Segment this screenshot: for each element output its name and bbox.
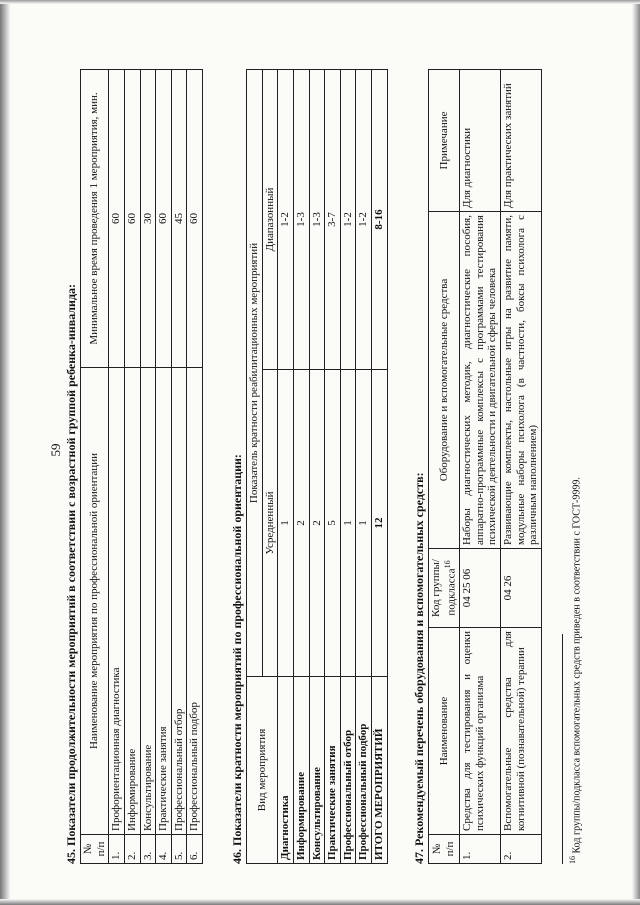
table-row bbox=[293, 70, 309, 864]
table-row bbox=[278, 70, 294, 864]
row-name: Консультирование bbox=[140, 368, 156, 835]
row-range: 1-3 bbox=[309, 70, 325, 370]
row-name: Профессиональный подбор bbox=[187, 368, 203, 835]
table-45-num-header: № п/п bbox=[81, 835, 109, 864]
row-time: 30 bbox=[140, 70, 156, 368]
total-range: 8-16 bbox=[372, 70, 388, 370]
scan-edge-right bbox=[632, 0, 640, 905]
table-row bbox=[356, 70, 372, 864]
scan-edge-top bbox=[0, 0, 640, 4]
row-time: 60 bbox=[109, 70, 125, 368]
row-range: 1-2 bbox=[340, 70, 356, 370]
row-time: 60 bbox=[187, 70, 203, 368]
table-row bbox=[309, 70, 325, 864]
row-avg: 2 bbox=[309, 370, 325, 677]
row-code: 04 25 06 bbox=[459, 549, 500, 628]
table-row bbox=[140, 70, 156, 864]
table-row bbox=[124, 70, 140, 864]
footnote-ref: 16 bbox=[442, 560, 452, 569]
page-number: 59 bbox=[48, 443, 63, 457]
table-47-name-header: Наименование bbox=[429, 628, 460, 835]
row-time: 60 bbox=[124, 70, 140, 368]
row-num: 3. bbox=[140, 835, 156, 864]
table-47-num-header: № п/п bbox=[429, 835, 460, 864]
row-code: 04 26 bbox=[500, 549, 541, 628]
table-row bbox=[459, 70, 500, 864]
row-avg: 1 bbox=[356, 370, 372, 677]
table-46-group-header: Показатель кратности реабилитационных мероприятий bbox=[247, 70, 263, 677]
table-47-note-header: Примечание bbox=[429, 70, 460, 212]
row-name: Информирование bbox=[124, 368, 140, 835]
table-row bbox=[500, 70, 541, 864]
footnote bbox=[568, 477, 582, 864]
row-num: 1. bbox=[459, 835, 500, 864]
row-note: Для диагностики bbox=[459, 70, 500, 212]
table-row bbox=[171, 70, 187, 864]
footnote-divider bbox=[562, 634, 563, 864]
table-46-range-header: Диапазонный bbox=[262, 70, 278, 370]
row-equip: Развивающие комплекты, настольные игры на развитие памяти, модульные наборы психолога (в частности, боксы психолога с различным наполнением) bbox=[500, 212, 541, 549]
total-kind: ИТОГО МЕРОПРИЯТИЙ bbox=[372, 677, 388, 864]
table-total-row bbox=[372, 70, 388, 864]
row-avg: 1 bbox=[340, 370, 356, 677]
row-kind: Профессиональный подбор bbox=[356, 677, 372, 864]
row-time: 60 bbox=[156, 70, 172, 368]
footnote-text: Код группы/подкласса вспомогательных средств приведен в соответствии с ГОСТ-9999. bbox=[571, 477, 583, 854]
row-avg: 2 bbox=[293, 370, 309, 677]
row-kind: Профессиональный отбор bbox=[340, 677, 356, 864]
row-num: 1. bbox=[109, 835, 125, 864]
row-equip: Наборы диагностических методик, диагностические пособия, аппаратно-программные комплексы с программами тестирования психической деятельности и двигательной сферы человека bbox=[459, 212, 500, 549]
table-47-header-row bbox=[429, 70, 460, 864]
table-45-time-header: Минимальное время проведения 1 мероприятия, мин. bbox=[81, 70, 109, 368]
section-46-title: 46. Показатели кратности мероприятий по профессиональной ориентации: bbox=[230, 454, 244, 864]
table-46-avg-header: Усредненный bbox=[262, 370, 278, 677]
row-name: Средства для тестирования и оценки психических функций организма bbox=[459, 628, 500, 835]
table-45-name-header: Наименование мероприятия по профессиональной ориентации bbox=[81, 368, 109, 835]
footnote-marker: 16 bbox=[568, 856, 577, 864]
row-avg: 5 bbox=[325, 370, 341, 677]
row-range: 3-7 bbox=[325, 70, 341, 370]
table-46 bbox=[246, 69, 388, 864]
table-45 bbox=[80, 69, 203, 864]
row-num: 6. bbox=[187, 835, 203, 864]
row-kind: Диагностика bbox=[278, 677, 294, 864]
row-num: 4. bbox=[156, 835, 172, 864]
row-name: Профессиональный отбор bbox=[171, 368, 187, 835]
row-range: 1-2 bbox=[278, 70, 294, 370]
table-47-equip-header: Оборудование и вспомогательные средства bbox=[429, 212, 460, 549]
table-46-header-row bbox=[247, 70, 263, 864]
row-kind: Практические занятия bbox=[325, 677, 341, 864]
row-time: 45 bbox=[171, 70, 187, 368]
table-row bbox=[187, 70, 203, 864]
row-avg: 1 bbox=[278, 370, 294, 677]
row-name: Практические занятия bbox=[156, 368, 172, 835]
row-num: 5. bbox=[171, 835, 187, 864]
table-row bbox=[156, 70, 172, 864]
row-range: 1-2 bbox=[356, 70, 372, 370]
scan-edge-left bbox=[0, 0, 10, 905]
row-num: 2. bbox=[500, 835, 541, 864]
total-avg: 12 bbox=[372, 370, 388, 677]
row-kind: Консультирование bbox=[309, 677, 325, 864]
scan-edge-bottom bbox=[0, 899, 640, 905]
rotated-page-content bbox=[50, 30, 610, 870]
table-row bbox=[109, 70, 125, 864]
row-name: Профориентационная диагностика bbox=[109, 368, 125, 835]
section-47-title: 47. Рекомендуемый перечень оборудования и вспомогательных средств: bbox=[412, 472, 426, 864]
table-row bbox=[325, 70, 341, 864]
table-45-header-row bbox=[81, 70, 109, 864]
row-num: 2. bbox=[124, 835, 140, 864]
row-note: Для практических занятий bbox=[500, 70, 541, 212]
table-47 bbox=[428, 69, 542, 864]
row-name: Вспомогательные средства для когнитивной (познавательной) терапии bbox=[500, 628, 541, 835]
table-47-code-header bbox=[429, 549, 460, 628]
table-46-kind-header: Вид мероприятия bbox=[247, 677, 278, 864]
table-row bbox=[340, 70, 356, 864]
row-kind: Информирование bbox=[293, 677, 309, 864]
section-45-title: 45. Показатели продолжительности мероприятий в соответствии с возрастной группой ребенка-инвалида: bbox=[64, 283, 78, 864]
code-header-text: Код группы/ подкласса bbox=[430, 559, 458, 617]
row-range: 1-3 bbox=[293, 70, 309, 370]
